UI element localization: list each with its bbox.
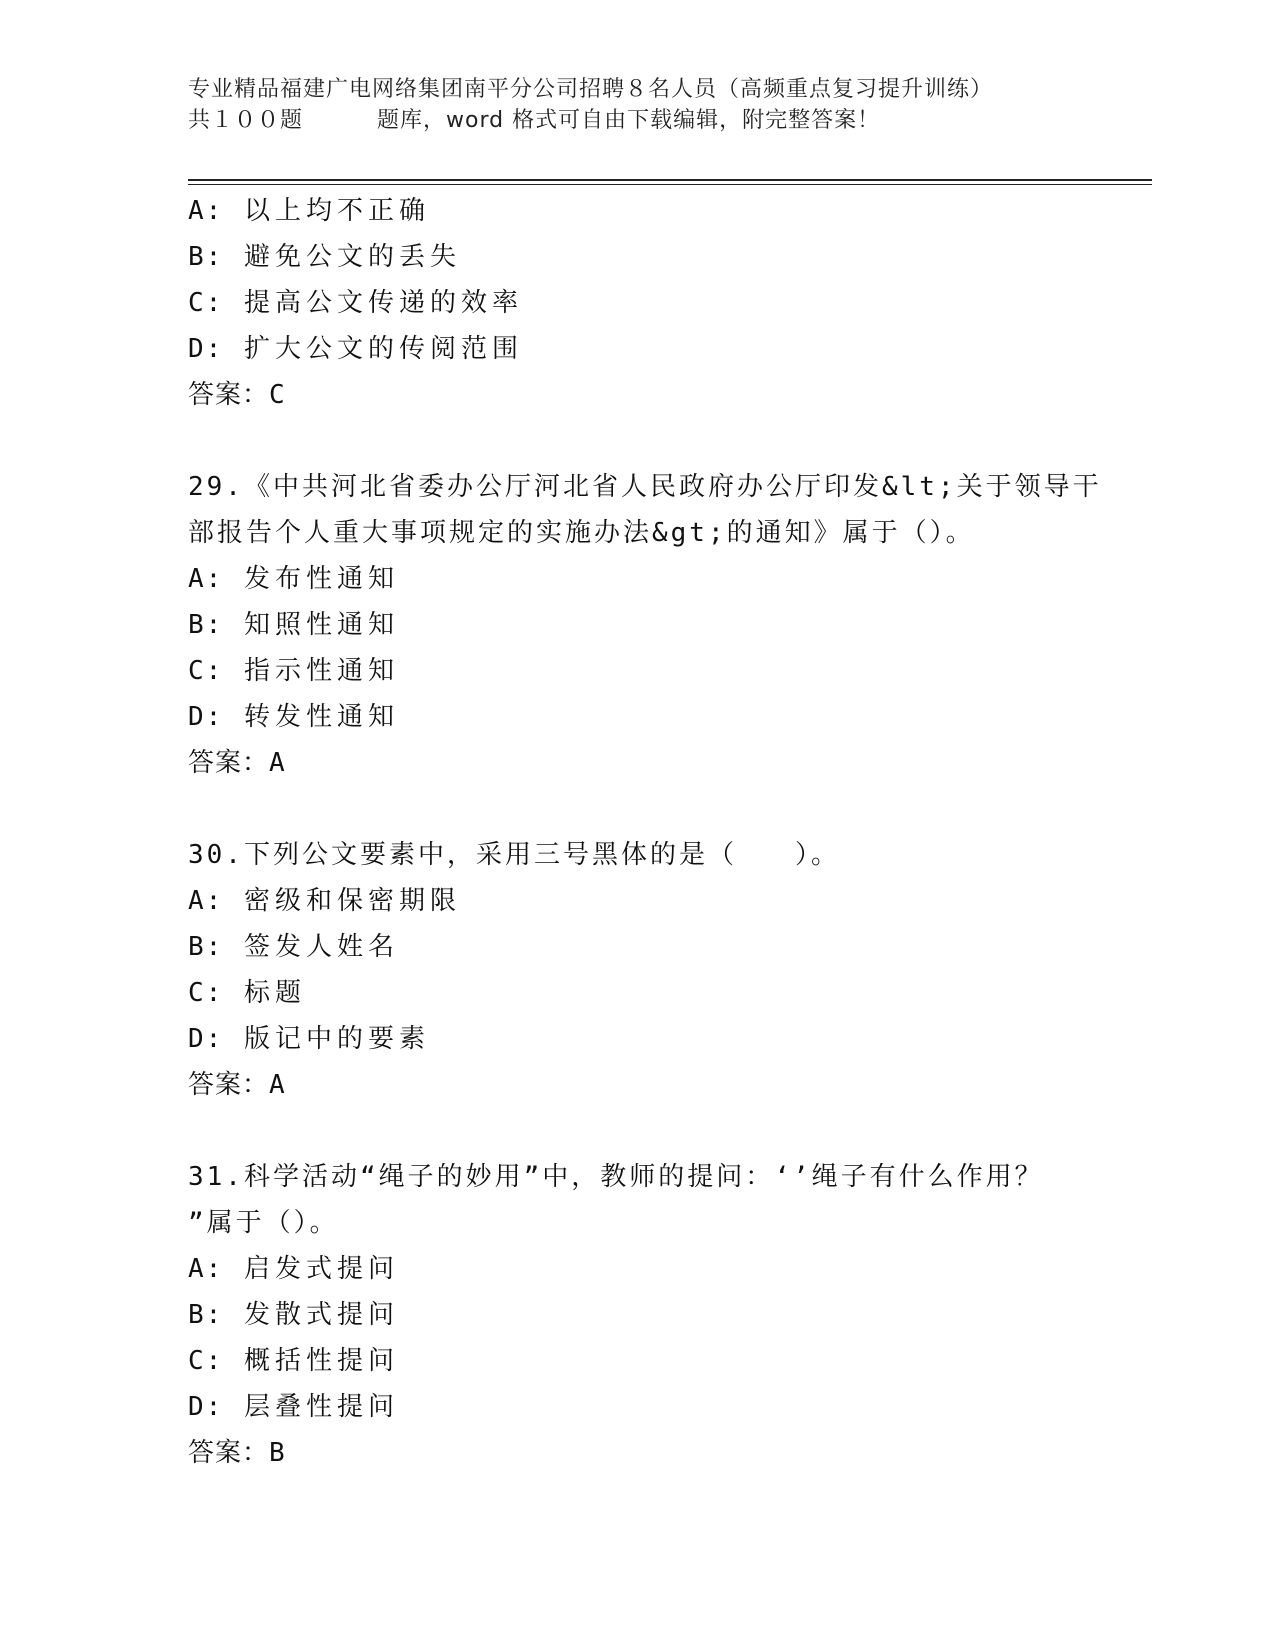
option-d: D: 版记中的要素 (188, 1024, 430, 1054)
question-content (188, 188, 1148, 1476)
question-stem-line: ”属于（）。 (188, 1208, 339, 1238)
option-b: B: 发散式提问 (188, 1300, 399, 1330)
option-d: D: 转发性通知 (188, 702, 399, 732)
header-title-line: 专业精品福建广电网络集团南平分公司招聘８名人员（高频重点复习提升训练） (188, 77, 994, 102)
answer-line: 答案：C (188, 380, 286, 410)
answer-line: 答案：A (188, 1070, 286, 1100)
header-divider (188, 179, 1152, 185)
option-a: A: 以上均不正确 (188, 196, 430, 226)
answer-line: 答案：A (188, 748, 286, 778)
header-description: 题库，word 格式可自由下载编辑，附完整答案！ (377, 108, 881, 133)
option-a: A: 启发式提问 (188, 1254, 399, 1284)
option-c: C: 指示性通知 (188, 656, 399, 686)
question-28-tail (188, 188, 1148, 418)
option-a: A: 密级和保密期限 (188, 886, 461, 916)
option-b: B: 签发人姓名 (188, 932, 399, 962)
option-b: B: 避免公文的丢失 (188, 242, 461, 272)
option-c: C: 标题 (188, 978, 306, 1008)
question-29 (188, 464, 1148, 786)
page-header (188, 74, 1148, 136)
option-d: D: 层叠性提问 (188, 1392, 399, 1422)
answer-line: 答案：B (188, 1438, 286, 1468)
header-subtitle-line (188, 105, 1148, 136)
option-b: B: 知照性通知 (188, 610, 399, 640)
option-c: C: 提高公文传递的效率 (188, 288, 523, 318)
question-stem-line: 29.《中共河北省委办公厅河北省人民政府办公厅印发&lt;关于领导干 (188, 472, 1102, 502)
question-stem-line: 部报告个人重大事项规定的实施办法&gt;的通知》属于（）。 (188, 518, 975, 548)
option-c: C: 概括性提问 (188, 1346, 399, 1376)
question-count: 共１００题 (188, 108, 304, 133)
question-stem-line: 31.科学活动“绳子的妙用”中，教师的提问：‘’绳子有什么作用？ (188, 1162, 1044, 1192)
option-a: A: 发布性通知 (188, 564, 399, 594)
option-d: D: 扩大公文的传阅范围 (188, 334, 523, 364)
question-stem-line: 30.下列公文要素中，采用三号黑体的是（ ）。 (188, 840, 840, 870)
question-31 (188, 1154, 1148, 1476)
question-30 (188, 832, 1148, 1108)
